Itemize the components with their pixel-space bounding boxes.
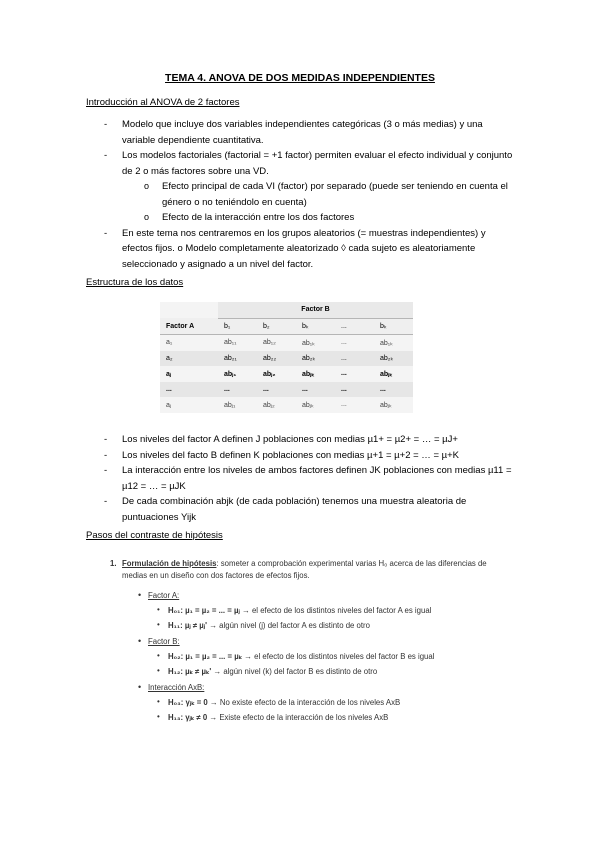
hypothesis-formula: H₀₁: µ₁ = µ₂ = ... = µⱼ — [168, 606, 240, 615]
list-item-text: Los niveles del facto B definen K poblaciones con medias µ+1 = µ+2 = … = µ+K — [122, 449, 459, 461]
column-header: bₖ — [374, 318, 413, 335]
hypothesis-line — [110, 651, 490, 663]
list-item — [86, 226, 516, 273]
table-row — [160, 382, 413, 398]
table-row — [160, 335, 413, 351]
table-row — [160, 366, 413, 382]
bullet-dot: • — [157, 620, 160, 629]
table-row — [160, 351, 413, 367]
dash-bullet: - — [104, 434, 108, 445]
row-label: aⱼ — [166, 370, 172, 378]
hypothesis-text: → No existe efecto de la interacción de los niveles AxB — [207, 698, 401, 707]
dash-bullet: - — [104, 465, 108, 476]
table-cell: ... — [218, 382, 257, 398]
row-label: a₂ — [160, 351, 218, 367]
table-cell: abⱼ₂ — [263, 401, 275, 409]
hypothesis-line — [110, 605, 490, 617]
table-cell: abⱼₖ — [380, 401, 392, 409]
table-cell: ab₂₂ — [257, 351, 296, 367]
list-item — [86, 448, 516, 464]
table-cell: ab₁₁ — [224, 339, 237, 347]
bullet-dot: • — [157, 651, 160, 660]
table-cell: ab₂ₖ — [296, 351, 335, 367]
step-label: Formulación de hipótesis — [122, 559, 217, 568]
list-item-text: En este tema nos centraremos en los grupos aleatorios (= muestras independientes) y efectos fijos. o Modelo completamente aleatorizado ◊ cada sujeto es aleatoriamente seleccionado y asignado a un nivel del factor. — [122, 227, 486, 270]
hypothesis-text: → algún nivel (j) del factor A es distinto de otro — [207, 621, 370, 630]
table-cell: abⱼ₁ — [224, 370, 237, 378]
page-title: TEMA 4. ANOVA DE DOS MEDIDAS INDEPENDIENTES — [165, 72, 435, 84]
factor-b-header: Factor B — [218, 302, 413, 318]
group-title: Interacción AxB: — [148, 683, 205, 692]
group-title: Factor B: — [148, 637, 180, 646]
table-cell: ... — [296, 382, 335, 398]
list-item — [86, 494, 516, 525]
column-header: bₖ — [296, 318, 335, 335]
table-cell: ab₂₁ — [218, 351, 257, 367]
factor-a-header: Factor A — [160, 318, 218, 335]
structure-heading: Estructura de los datos — [86, 277, 184, 288]
list-item-text: Los niveles del factor A definen J poblaciones con medias µ1+ = µ2+ = … = µJ+ — [122, 434, 458, 445]
hypothesis-text: → Existe efecto de la interacción de los niveles AxB — [207, 713, 389, 722]
column-header: b₂ — [257, 318, 296, 335]
list-item — [86, 463, 516, 494]
table-cell: ... — [341, 370, 347, 378]
list-item-text: De cada combinación abjk (de cada población) tenemos una muestra aleatoria de puntuaciones Yijk — [122, 496, 467, 523]
list-item — [86, 432, 516, 448]
hypothesis-line — [110, 697, 490, 709]
hypothesis-text: → el efecto de los distintos niveles del factor A es igual — [239, 606, 432, 615]
bullet-dot: • — [157, 666, 160, 675]
hypothesis-line — [110, 620, 490, 632]
table-cell: abⱼ₁ — [224, 401, 236, 409]
table-cell: ... — [257, 382, 296, 398]
table-cell: ... — [335, 351, 374, 367]
dash-bullet: - — [104, 227, 108, 239]
sub-list-item — [86, 179, 516, 210]
hypothesis-formula: H₁₂: µₖ ≠ µₖ' — [168, 667, 212, 676]
interaction-group — [110, 682, 490, 694]
structure-list — [86, 432, 516, 525]
bullet-dot: • — [157, 697, 160, 706]
hypothesis-text: → algún nivel (k) del factor B es distinto de otro — [211, 667, 378, 676]
bullet-dot: • — [138, 682, 142, 692]
steps-heading: Pasos del contraste de hipótesis — [86, 530, 223, 541]
step-1 — [110, 558, 490, 582]
circle-bullet: o — [144, 181, 150, 191]
table-cell: abⱼₖ — [380, 370, 393, 378]
intro-list — [86, 117, 516, 272]
hypothesis-line — [110, 666, 490, 678]
row-label: ... — [160, 382, 218, 398]
list-item-text: Modelo que incluye dos variables independientes categóricas (3 o más medias) y una variable dependiente cuantitativa. — [122, 119, 483, 146]
bullet-dot: • — [138, 636, 142, 646]
hypothesis-line — [110, 712, 490, 724]
table-cell: ab₂ₖ — [374, 351, 413, 367]
table-cell: abⱼₖ — [302, 401, 314, 409]
factor-a-group — [110, 590, 490, 602]
step-number: 1. — [110, 559, 117, 568]
hypothesis-steps — [110, 558, 490, 724]
row-label: aⱼ — [166, 401, 172, 409]
bullet-dot: • — [138, 590, 142, 600]
sub-list-item-text: Efecto principal de cada VI (factor) por separado (puede ser teniendo en cuenta el género o no teniéndolo en cuenta) — [162, 181, 508, 208]
row-label: a₁ — [166, 339, 173, 347]
intro-heading: Introducción al ANOVA de 2 factores — [86, 97, 240, 108]
list-item-text: La interacción entre los niveles de ambos factores definen JK poblaciones con medias µ11 = µ12 = … = µJK — [122, 465, 512, 492]
table-cell: abⱼₖ — [302, 370, 315, 378]
bullet-dot: • — [157, 605, 160, 614]
dash-bullet: - — [104, 150, 108, 161]
factor-b-group — [110, 636, 490, 648]
table-cell: ... — [341, 339, 347, 347]
step-text: : someter a comprobación experimental varias H₀ acerca de las diferencias de medias en un diseño con dos factores de efectos fijos. — [122, 559, 487, 580]
sub-list-item — [86, 210, 516, 226]
hypothesis-formula: H₁₃: γⱼₖ ≠ 0 — [168, 713, 208, 722]
table-cell: ... — [335, 382, 374, 398]
data-structure-table — [160, 302, 413, 413]
table-cell: ab₁ₖ — [380, 339, 394, 347]
dash-bullet: - — [104, 449, 108, 461]
table-cell: abⱼ₂ — [263, 370, 276, 378]
circle-bullet: o — [144, 212, 150, 222]
table-row — [160, 397, 413, 413]
list-item-text: Los modelos factoriales (factorial = +1 factor) permiten evaluar el efecto individual y conjunto de 2 o más factores sobre una VD. — [122, 150, 513, 177]
bullet-dot: • — [157, 712, 160, 721]
list-item — [86, 117, 516, 148]
dash-bullet: - — [104, 119, 108, 130]
sub-list-item-text: Efecto de la interacción entre los dos factores — [162, 212, 355, 223]
hypothesis-text: → el efecto de los distintos niveles del factor B es igual — [242, 652, 435, 661]
table-cell: ab₁₂ — [263, 339, 276, 347]
list-item — [86, 148, 516, 179]
table-cell: ab₁ₖ — [302, 339, 316, 347]
table-cell: ... — [341, 401, 347, 409]
group-title: Factor A: — [148, 591, 180, 600]
hypothesis-formula: H₀₂: µ₁ = µ₂ = ... = µₖ — [168, 652, 243, 661]
column-header: ... — [335, 318, 374, 335]
column-header: b₁ — [218, 318, 257, 335]
table-cell: ... — [374, 382, 413, 398]
hypothesis-formula: H₀₃: γⱼₖ = 0 — [168, 698, 208, 707]
hypothesis-formula: H₁₁: µⱼ ≠ µⱼ' — [168, 621, 208, 630]
dash-bullet: - — [104, 496, 108, 507]
